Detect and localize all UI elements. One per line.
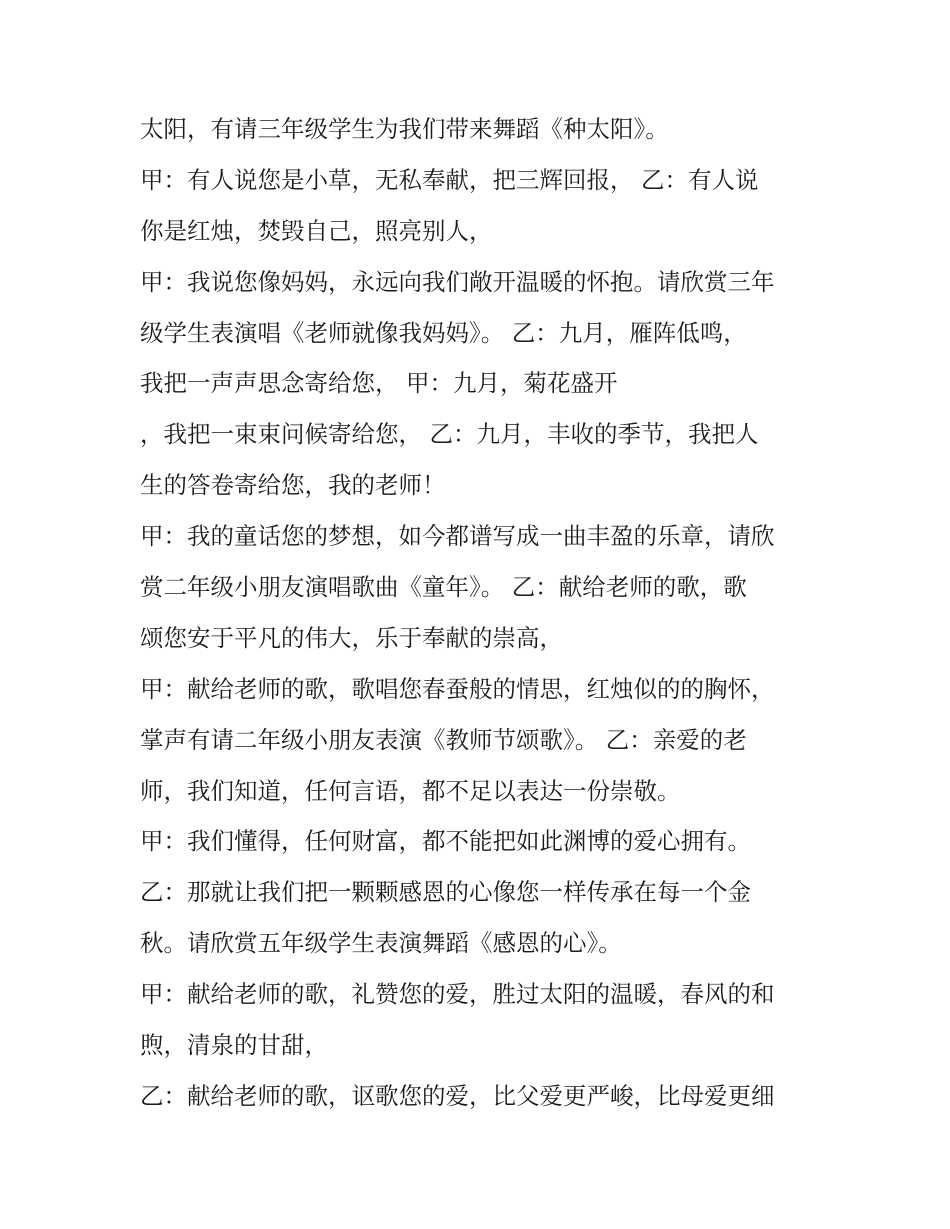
text-line: 我把一声声思念寄给您， 甲：九月，菊花盛开 xyxy=(140,369,618,398)
text-line: 乙：献给老师的歌，讴歌您的爱，比父爱更严峻，比母爱更细 xyxy=(140,1081,775,1110)
text-line: 掌声有请二年级小朋友表演《教师节颂歌》。 乙：亲爱的老 xyxy=(140,725,747,754)
text-line: 师，我们知道，任何言语，都不足以表达一份崇敬。 xyxy=(140,776,681,805)
text-line: 太阳，有请三年级学生为我们带来舞蹈《种太阳》。 xyxy=(140,115,669,143)
text-line: ，我把一束束问候寄给您， 乙：九月，丰收的季节，我把人 xyxy=(140,420,759,449)
text-line: 级学生表演唱《老师就像我妈妈》。 乙：九月，雁阵低鸣， xyxy=(140,318,747,347)
text-line: 秋。请欣赏五年级学生表演舞蹈《感恩的心》。 xyxy=(140,929,622,958)
text-line: 甲：我说您像妈妈，永远向我们敞开温暖的怀抱。请欣赏三年 xyxy=(140,267,775,296)
text-line: 乙：那就让我们把一颗颗感恩的心像您一样传承在每一个金 xyxy=(140,878,751,907)
text-line: 颂您安于平凡的伟大，乐于奉献的崇高， xyxy=(140,623,563,652)
text-line: 你是红烛，焚毁自己，照亮别人， xyxy=(140,216,493,245)
text-line: 甲：有人说您是小草，无私奉献，把三辉回报， 乙：有人说 xyxy=(140,165,759,194)
text-line: 甲：献给老师的歌，礼赞您的爱，胜过太阳的温暖，春风的和 xyxy=(140,980,775,1009)
text-line: 煦，清泉的甘甜， xyxy=(140,1031,328,1060)
text-line: 赏二年级小朋友演唱歌曲《童年》。 乙：献给老师的歌，歌 xyxy=(140,573,747,602)
text-line: 甲：献给老师的歌，歌唱您春蚕般的情思，红烛似的的胸怀， xyxy=(140,674,775,703)
text-line: 生的答卷寄给您，我的老师！ xyxy=(140,471,446,500)
text-line: 甲：我们懂得，任何财富，都不能把如此渊博的爱心拥有。 xyxy=(140,827,751,856)
text-line: 甲：我的童话您的梦想，如今都谱写成一曲丰盈的乐章，请欣 xyxy=(140,522,775,551)
document-body xyxy=(140,104,830,1122)
